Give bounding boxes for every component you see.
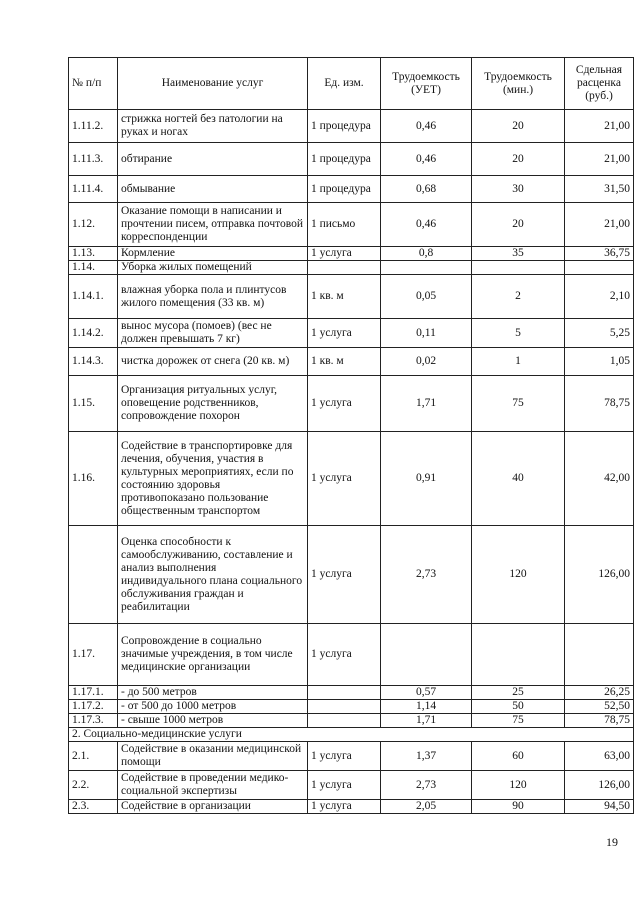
cell-unit: 1 кв. м: [308, 275, 381, 319]
cell-labor-min: 75: [472, 376, 565, 432]
cell-number: 1.17.2.: [69, 700, 118, 714]
cell-number: 2.1.: [69, 742, 118, 771]
table-row: [69, 686, 634, 700]
cell-labor-uet: 2,73: [381, 771, 472, 800]
cell-labor-min: 35: [472, 247, 565, 261]
section-row: [69, 728, 634, 742]
cell-service-name: - свыше 1000 метров: [118, 714, 308, 728]
cell-price: 126,00: [565, 526, 634, 624]
table-row: [69, 275, 634, 319]
cell-service-name: Кормление: [118, 247, 308, 261]
table-row: [69, 176, 634, 203]
cell-service-name: Оценка способности к самообслуживанию, составление и анализ выполнения индивидуального плана социального обслуживания граждан и реабилитации: [118, 526, 308, 624]
cell-price: 21,00: [565, 203, 634, 247]
cell-unit: [308, 686, 381, 700]
cell-labor-min: 50: [472, 700, 565, 714]
cell-unit: 1 процедура: [308, 176, 381, 203]
header-row: [69, 58, 634, 110]
cell-labor-uet: 0,05: [381, 275, 472, 319]
cell-price: 36,75: [565, 247, 634, 261]
cell-price: 21,00: [565, 110, 634, 143]
col-header-labor-uet: Трудоемкость (УЕТ): [381, 58, 472, 110]
cell-unit: 1 процедура: [308, 110, 381, 143]
cell-labor-min: 40: [472, 432, 565, 526]
cell-labor-uet: 1,37: [381, 742, 472, 771]
cell-number: [69, 526, 118, 624]
col-header-labor-min: Трудоемкость (мин.): [472, 58, 565, 110]
table-row: [69, 247, 634, 261]
cell-labor-min: 90: [472, 800, 565, 814]
table-row: [69, 526, 634, 624]
cell-labor-min: 20: [472, 110, 565, 143]
cell-unit: 1 письмо: [308, 203, 381, 247]
cell-unit: 1 услуга: [308, 742, 381, 771]
cell-labor-uet: 0,68: [381, 176, 472, 203]
cell-unit: 1 услуга: [308, 376, 381, 432]
cell-number: 1.17.1.: [69, 686, 118, 700]
cell-unit: 1 услуга: [308, 800, 381, 814]
cell-price: 1,05: [565, 348, 634, 376]
cell-unit: 1 услуга: [308, 247, 381, 261]
cell-price: [565, 624, 634, 686]
cell-service-name: Содействие в оказании медицинской помощи: [118, 742, 308, 771]
cell-labor-min: 20: [472, 203, 565, 247]
cell-number: 1.11.3.: [69, 143, 118, 176]
cell-number: 2.3.: [69, 800, 118, 814]
cell-service-name: стрижка ногтей без патологии на руках и ногах: [118, 110, 308, 143]
cell-price: 94,50: [565, 800, 634, 814]
cell-number: 1.13.: [69, 247, 118, 261]
cell-labor-min: [472, 624, 565, 686]
cell-service-name: Содействие в проведении медико-социальной экспертизы: [118, 771, 308, 800]
cell-labor-uet: 0,46: [381, 143, 472, 176]
section-title: 2. Социально-медицинские услуги: [69, 728, 634, 742]
cell-labor-uet: 0,02: [381, 348, 472, 376]
cell-service-name: влажная уборка пола и плинтусов жилого помещения (33 кв. м): [118, 275, 308, 319]
cell-unit: [308, 261, 381, 275]
cell-labor-uet: 0,57: [381, 686, 472, 700]
cell-labor-uet: 2,05: [381, 800, 472, 814]
table-row: [69, 203, 634, 247]
cell-unit: 1 услуга: [308, 526, 381, 624]
cell-labor-min: 75: [472, 714, 565, 728]
table-row: [69, 771, 634, 800]
cell-labor-uet: [381, 624, 472, 686]
cell-labor-min: [472, 261, 565, 275]
cell-number: 1.14.1.: [69, 275, 118, 319]
table-row: [69, 143, 634, 176]
table-row: [69, 319, 634, 348]
cell-labor-min: 2: [472, 275, 565, 319]
cell-labor-uet: 1,71: [381, 714, 472, 728]
table-row: [69, 261, 634, 275]
table-row: [69, 700, 634, 714]
cell-service-name: Содействие в транспортировке для лечения, обучения, участия в культурных мероприятиях, если по состоянию здоровья противопоказано пользование общественным транспортом: [118, 432, 308, 526]
cell-number: 2.2.: [69, 771, 118, 800]
cell-labor-min: 120: [472, 526, 565, 624]
cell-number: 1.12.: [69, 203, 118, 247]
cell-labor-uet: 0,11: [381, 319, 472, 348]
cell-price: 26,25: [565, 686, 634, 700]
cell-labor-min: 20: [472, 143, 565, 176]
cell-price: 63,00: [565, 742, 634, 771]
table-row: [69, 432, 634, 526]
cell-labor-min: 5: [472, 319, 565, 348]
cell-unit: 1 услуга: [308, 771, 381, 800]
services-table: [68, 57, 634, 814]
cell-price: 5,25: [565, 319, 634, 348]
cell-labor-uet: [381, 261, 472, 275]
cell-price: [565, 261, 634, 275]
cell-number: 1.14.: [69, 261, 118, 275]
cell-unit: 1 услуга: [308, 319, 381, 348]
cell-service-name: Организация ритуальных услуг, оповещение родственников, сопровождение похорон: [118, 376, 308, 432]
cell-price: 78,75: [565, 376, 634, 432]
col-header-service-name: Наименование услуг: [118, 58, 308, 110]
cell-unit: 1 услуга: [308, 624, 381, 686]
cell-service-name: Оказание помощи в написании и прочтении писем, отправка почтовой корреспонденции: [118, 203, 308, 247]
cell-labor-uet: 0,46: [381, 110, 472, 143]
cell-labor-uet: 0,91: [381, 432, 472, 526]
col-header-unit: Ед. изм.: [308, 58, 381, 110]
cell-service-name: - до 500 метров: [118, 686, 308, 700]
cell-unit: [308, 714, 381, 728]
cell-labor-uet: 0,8: [381, 247, 472, 261]
cell-price: 126,00: [565, 771, 634, 800]
table-row: [69, 348, 634, 376]
cell-number: 1.16.: [69, 432, 118, 526]
cell-service-name: вынос мусора (помоев) (вес не должен превышать 7 кг): [118, 319, 308, 348]
cell-labor-min: 60: [472, 742, 565, 771]
cell-price: 42,00: [565, 432, 634, 526]
table-row: [69, 624, 634, 686]
col-header-number: № п/п: [69, 58, 118, 110]
cell-labor-uet: 1,71: [381, 376, 472, 432]
cell-number: 1.11.4.: [69, 176, 118, 203]
table-body: [69, 110, 634, 814]
cell-service-name: Содействие в организации: [118, 800, 308, 814]
cell-service-name: чистка дорожек от снега (20 кв. м): [118, 348, 308, 376]
cell-labor-uet: 0,46: [381, 203, 472, 247]
cell-service-name: обмывание: [118, 176, 308, 203]
col-header-price: Сдельная расценка (руб.): [565, 58, 634, 110]
cell-unit: [308, 700, 381, 714]
table-row: [69, 800, 634, 814]
cell-price: 2,10: [565, 275, 634, 319]
page-number: 19: [606, 835, 618, 849]
cell-labor-min: 120: [472, 771, 565, 800]
table-row: [69, 742, 634, 771]
table-row: [69, 714, 634, 728]
cell-labor-uet: 2,73: [381, 526, 472, 624]
cell-number: 1.17.3.: [69, 714, 118, 728]
cell-service-name: Уборка жилых помещений: [118, 261, 308, 275]
table-row: [69, 376, 634, 432]
cell-price: 31,50: [565, 176, 634, 203]
cell-labor-min: 1: [472, 348, 565, 376]
cell-price: 78,75: [565, 714, 634, 728]
cell-labor-min: 25: [472, 686, 565, 700]
cell-number: 1.17.: [69, 624, 118, 686]
cell-price: 21,00: [565, 143, 634, 176]
cell-number: 1.14.2.: [69, 319, 118, 348]
cell-price: 52,50: [565, 700, 634, 714]
cell-unit: 1 услуга: [308, 432, 381, 526]
cell-service-name: обтирание: [118, 143, 308, 176]
cell-labor-min: 30: [472, 176, 565, 203]
cell-number: 1.11.2.: [69, 110, 118, 143]
cell-service-name: Сопровождение в социально значимые учреждения, в том числе медицинские организации: [118, 624, 308, 686]
table-row: [69, 110, 634, 143]
cell-unit: 1 кв. м: [308, 348, 381, 376]
cell-number: 1.14.3.: [69, 348, 118, 376]
cell-service-name: - от 500 до 1000 метров: [118, 700, 308, 714]
cell-number: 1.15.: [69, 376, 118, 432]
cell-labor-uet: 1,14: [381, 700, 472, 714]
cell-unit: 1 процедура: [308, 143, 381, 176]
